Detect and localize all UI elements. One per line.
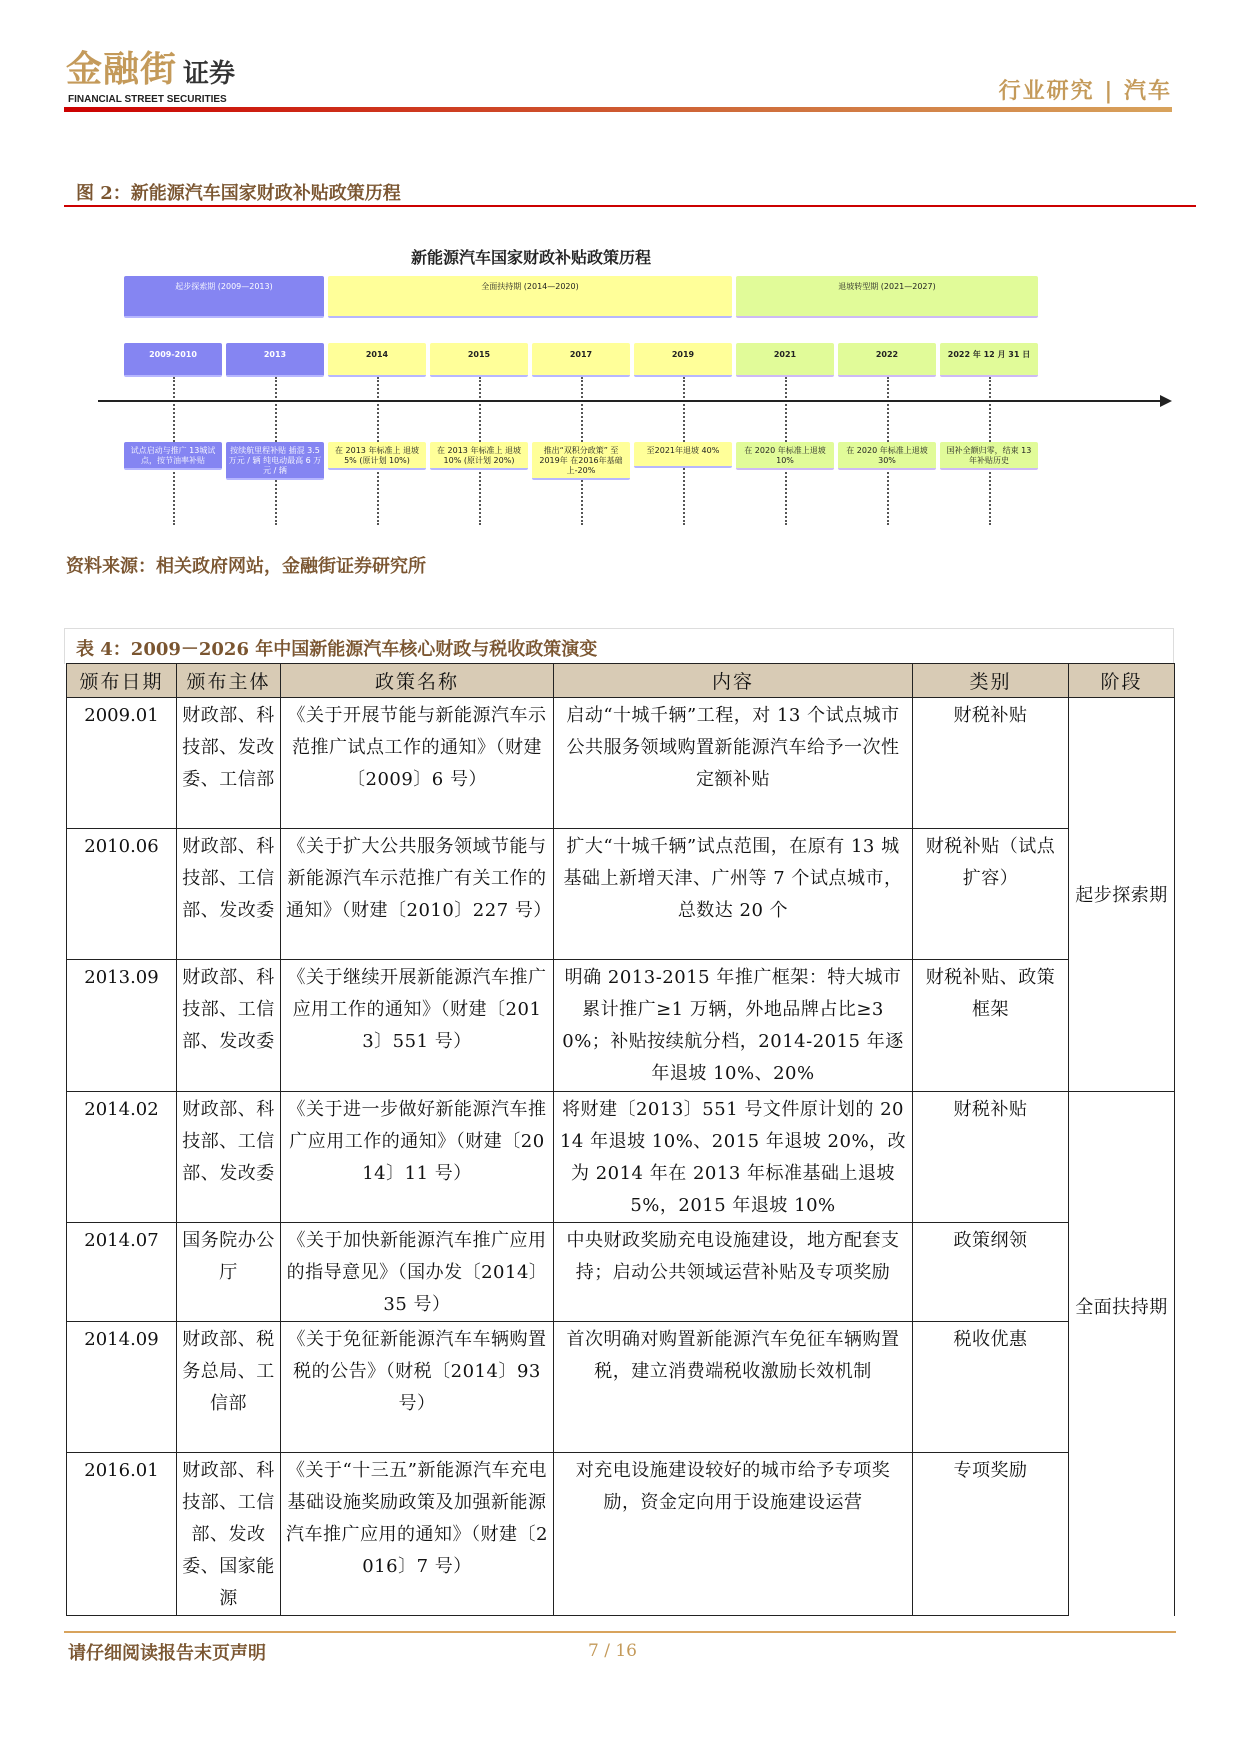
cell-category: 财税补贴、政策框架 [913, 960, 1069, 1092]
milestone-year: 2022 年 12 月 31 日 [940, 343, 1038, 377]
column-header: 颁布日期 [67, 664, 177, 698]
cell-content: 将财建〔2013〕551 号文件原计划的 2014 年退坡 10%、2015 年退坡 20%，改为 2014 年在 2013 年标准基础上退坡 5%，2015 年退坡 10% [554, 1092, 913, 1223]
cell-date: 2013.09 [67, 960, 177, 1092]
cell-name: 《关于进一步做好新能源汽车推广应用工作的通知》（财建〔2014〕11 号） [281, 1092, 554, 1223]
milestone-year: 2021 [736, 343, 834, 377]
cell-date: 2014.07 [67, 1223, 177, 1322]
milestone-year: 2019 [634, 343, 732, 377]
table-row [67, 698, 1175, 829]
page-number: 7 / 16 [588, 1641, 637, 1661]
logo-securities: 证券 [183, 59, 236, 89]
cell-date: 2016.01 [67, 1453, 177, 1616]
phase-box: 起步探索期 (2009—2013) [124, 276, 324, 318]
cell-issuer: 财政部、科技部、发改委、工信部 [177, 698, 281, 829]
column-header: 类别 [913, 664, 1069, 698]
cell-issuer: 国务院办公厅 [177, 1223, 281, 1322]
table-row [67, 1453, 1175, 1616]
figure-source: 资料来源：相关政府网站，金融街证券研究所 [66, 556, 426, 577]
milestone-description: 按续航里程补贴 插混 3.5 万元 / 辆 纯电动最高 6 万元 / 辆 [226, 442, 324, 480]
cell-name: 《关于扩大公共服务领域节能与新能源汽车示范推广有关工作的通知》（财建〔2010〕227 号） [281, 829, 554, 960]
column-header: 颁布主体 [177, 664, 281, 698]
cell-content: 明确 2013-2015 年推广框架：特大城市累计推广≥1 万辆，外地品牌占比≥30%；补贴按续航分档，2014-2015 年逐年退坡 10%、20% [554, 960, 913, 1092]
cell-date: 2014.02 [67, 1092, 177, 1223]
cell-date: 2009.01 [67, 698, 177, 829]
table-title: 表 4：2009－2026 年中国新能源汽车核心财政与税收政策演变 [76, 639, 598, 660]
milestone-description: 试点启动与推广 13城试点，按节油率补贴 [124, 442, 222, 470]
timeline-axis [98, 400, 1168, 402]
cell-category: 财税补贴 [913, 698, 1069, 829]
table-row [67, 960, 1175, 1092]
table-row [67, 1322, 1175, 1453]
cell-name: 《关于免征新能源汽车车辆购置税的公告》（财税〔2014〕93 号） [281, 1322, 554, 1453]
milestone-description: 至2021年退坡 40% [634, 442, 732, 468]
cell-category: 政策纲领 [913, 1223, 1069, 1322]
cell-name: 《关于“十三五”新能源汽车充电基础设施奖励政策及加强新能源汽车推广应用的通知》（财建〔2016〕7 号） [281, 1453, 554, 1616]
cell-content: 扩大“十城千辆”试点范围，在原有 13 城基础上新增天津、广州等 7 个试点城市，总数达 20 个 [554, 829, 913, 960]
column-header: 阶段 [1069, 664, 1175, 698]
milestone-year: 2009-2010 [124, 343, 222, 377]
logo [66, 48, 235, 90]
milestone-description: 在 2020 年标准上退坡 30% [838, 442, 936, 470]
cell-stage: 全面扶持期 [1069, 1092, 1175, 1616]
milestone-description: 国补全额归零，结束 13 年补贴历史 [940, 442, 1038, 470]
cell-content: 启动“十城千辆”工程，对 13 个试点城市公共服务领域购置新能源汽车给予一次性定额补贴 [554, 698, 913, 829]
footer-disclaimer: 请仔细阅读报告末页声明 [68, 1643, 266, 1664]
cell-content: 中央财政奖励充电设施建设，地方配套支持；启动公共领域运营补贴及专项奖励 [554, 1223, 913, 1322]
milestone-description: 在 2013 年标准上 退坡 5% (原计划 10%) [328, 442, 426, 470]
cell-name: 《关于继续开展新能源汽车推广应用工作的通知》（财建〔2013〕551 号） [281, 960, 554, 1092]
logo-english: FINANCIAL STREET SECURITIES [68, 94, 227, 105]
footer-divider [64, 1631, 1176, 1633]
phase-box: 全面扶持期 (2014—2020) [328, 276, 732, 318]
milestone-year: 2017 [532, 343, 630, 377]
milestone-year: 2014 [328, 343, 426, 377]
cell-category: 税收优惠 [913, 1322, 1069, 1453]
cell-category: 财税补贴（试点扩容） [913, 829, 1069, 960]
table-header-row [67, 664, 1175, 698]
milestone-year: 2013 [226, 343, 324, 377]
table-row [67, 1092, 1175, 1223]
cell-date: 2010.06 [67, 829, 177, 960]
cell-issuer: 财政部、科技部、工信部、发改委 [177, 1092, 281, 1223]
cell-date: 2014.09 [67, 1322, 177, 1453]
table-row [67, 1223, 1175, 1322]
milestone-description: 在 2013 年标准上 退坡 10% (原计划 20%) [430, 442, 528, 470]
column-header: 政策名称 [281, 664, 554, 698]
cell-issuer: 财政部、科技部、工信部、发改委 [177, 829, 281, 960]
figure-divider [64, 205, 1196, 207]
cell-issuer: 财政部、税务总局、工信部 [177, 1322, 281, 1453]
cell-category: 财税补贴 [913, 1092, 1069, 1223]
header-divider [64, 107, 1172, 112]
phase-box: 退坡转型期 (2021—2027) [736, 276, 1038, 318]
report-category: 行业研究 | 汽车 [998, 78, 1172, 104]
figure-title: 图 2：新能源汽车国家财政补贴政策历程 [76, 183, 401, 204]
table-row [67, 829, 1175, 960]
cell-issuer: 财政部、科技部、工信部、发改委、国家能源 [177, 1453, 281, 1616]
cell-content: 首次明确对购置新能源汽车免征车辆购置税，建立消费端税收激励长效机制 [554, 1322, 913, 1453]
milestone-description: 在 2020 年标准上退坡 10% [736, 442, 834, 470]
cell-stage: 起步探索期 [1069, 698, 1175, 1092]
cell-content: 对充电设施建设较好的城市给予专项奖励，资金定向用于设施建设运营 [554, 1453, 913, 1616]
arrow-icon [1160, 395, 1172, 407]
milestone-year: 2015 [430, 343, 528, 377]
policy-table [66, 663, 1175, 1616]
milestone-description: 推出“双积分政策” 至2019年 在2016年基础上-20% [532, 442, 630, 480]
cell-name: 《关于开展节能与新能源汽车示范推广试点工作的通知》（财建〔2009〕6 号） [281, 698, 554, 829]
cell-name: 《关于加快新能源汽车推广应用的指导意见》（国办发〔2014〕35 号） [281, 1223, 554, 1322]
milestone-year: 2022 [838, 343, 936, 377]
column-header: 内容 [554, 664, 913, 698]
logo-name: 金融街 [66, 48, 178, 90]
diagram-title: 新能源汽车国家财政补贴政策历程 [410, 248, 651, 267]
cell-issuer: 财政部、科技部、工信部、发改委 [177, 960, 281, 1092]
cell-category: 专项奖励 [913, 1453, 1069, 1616]
